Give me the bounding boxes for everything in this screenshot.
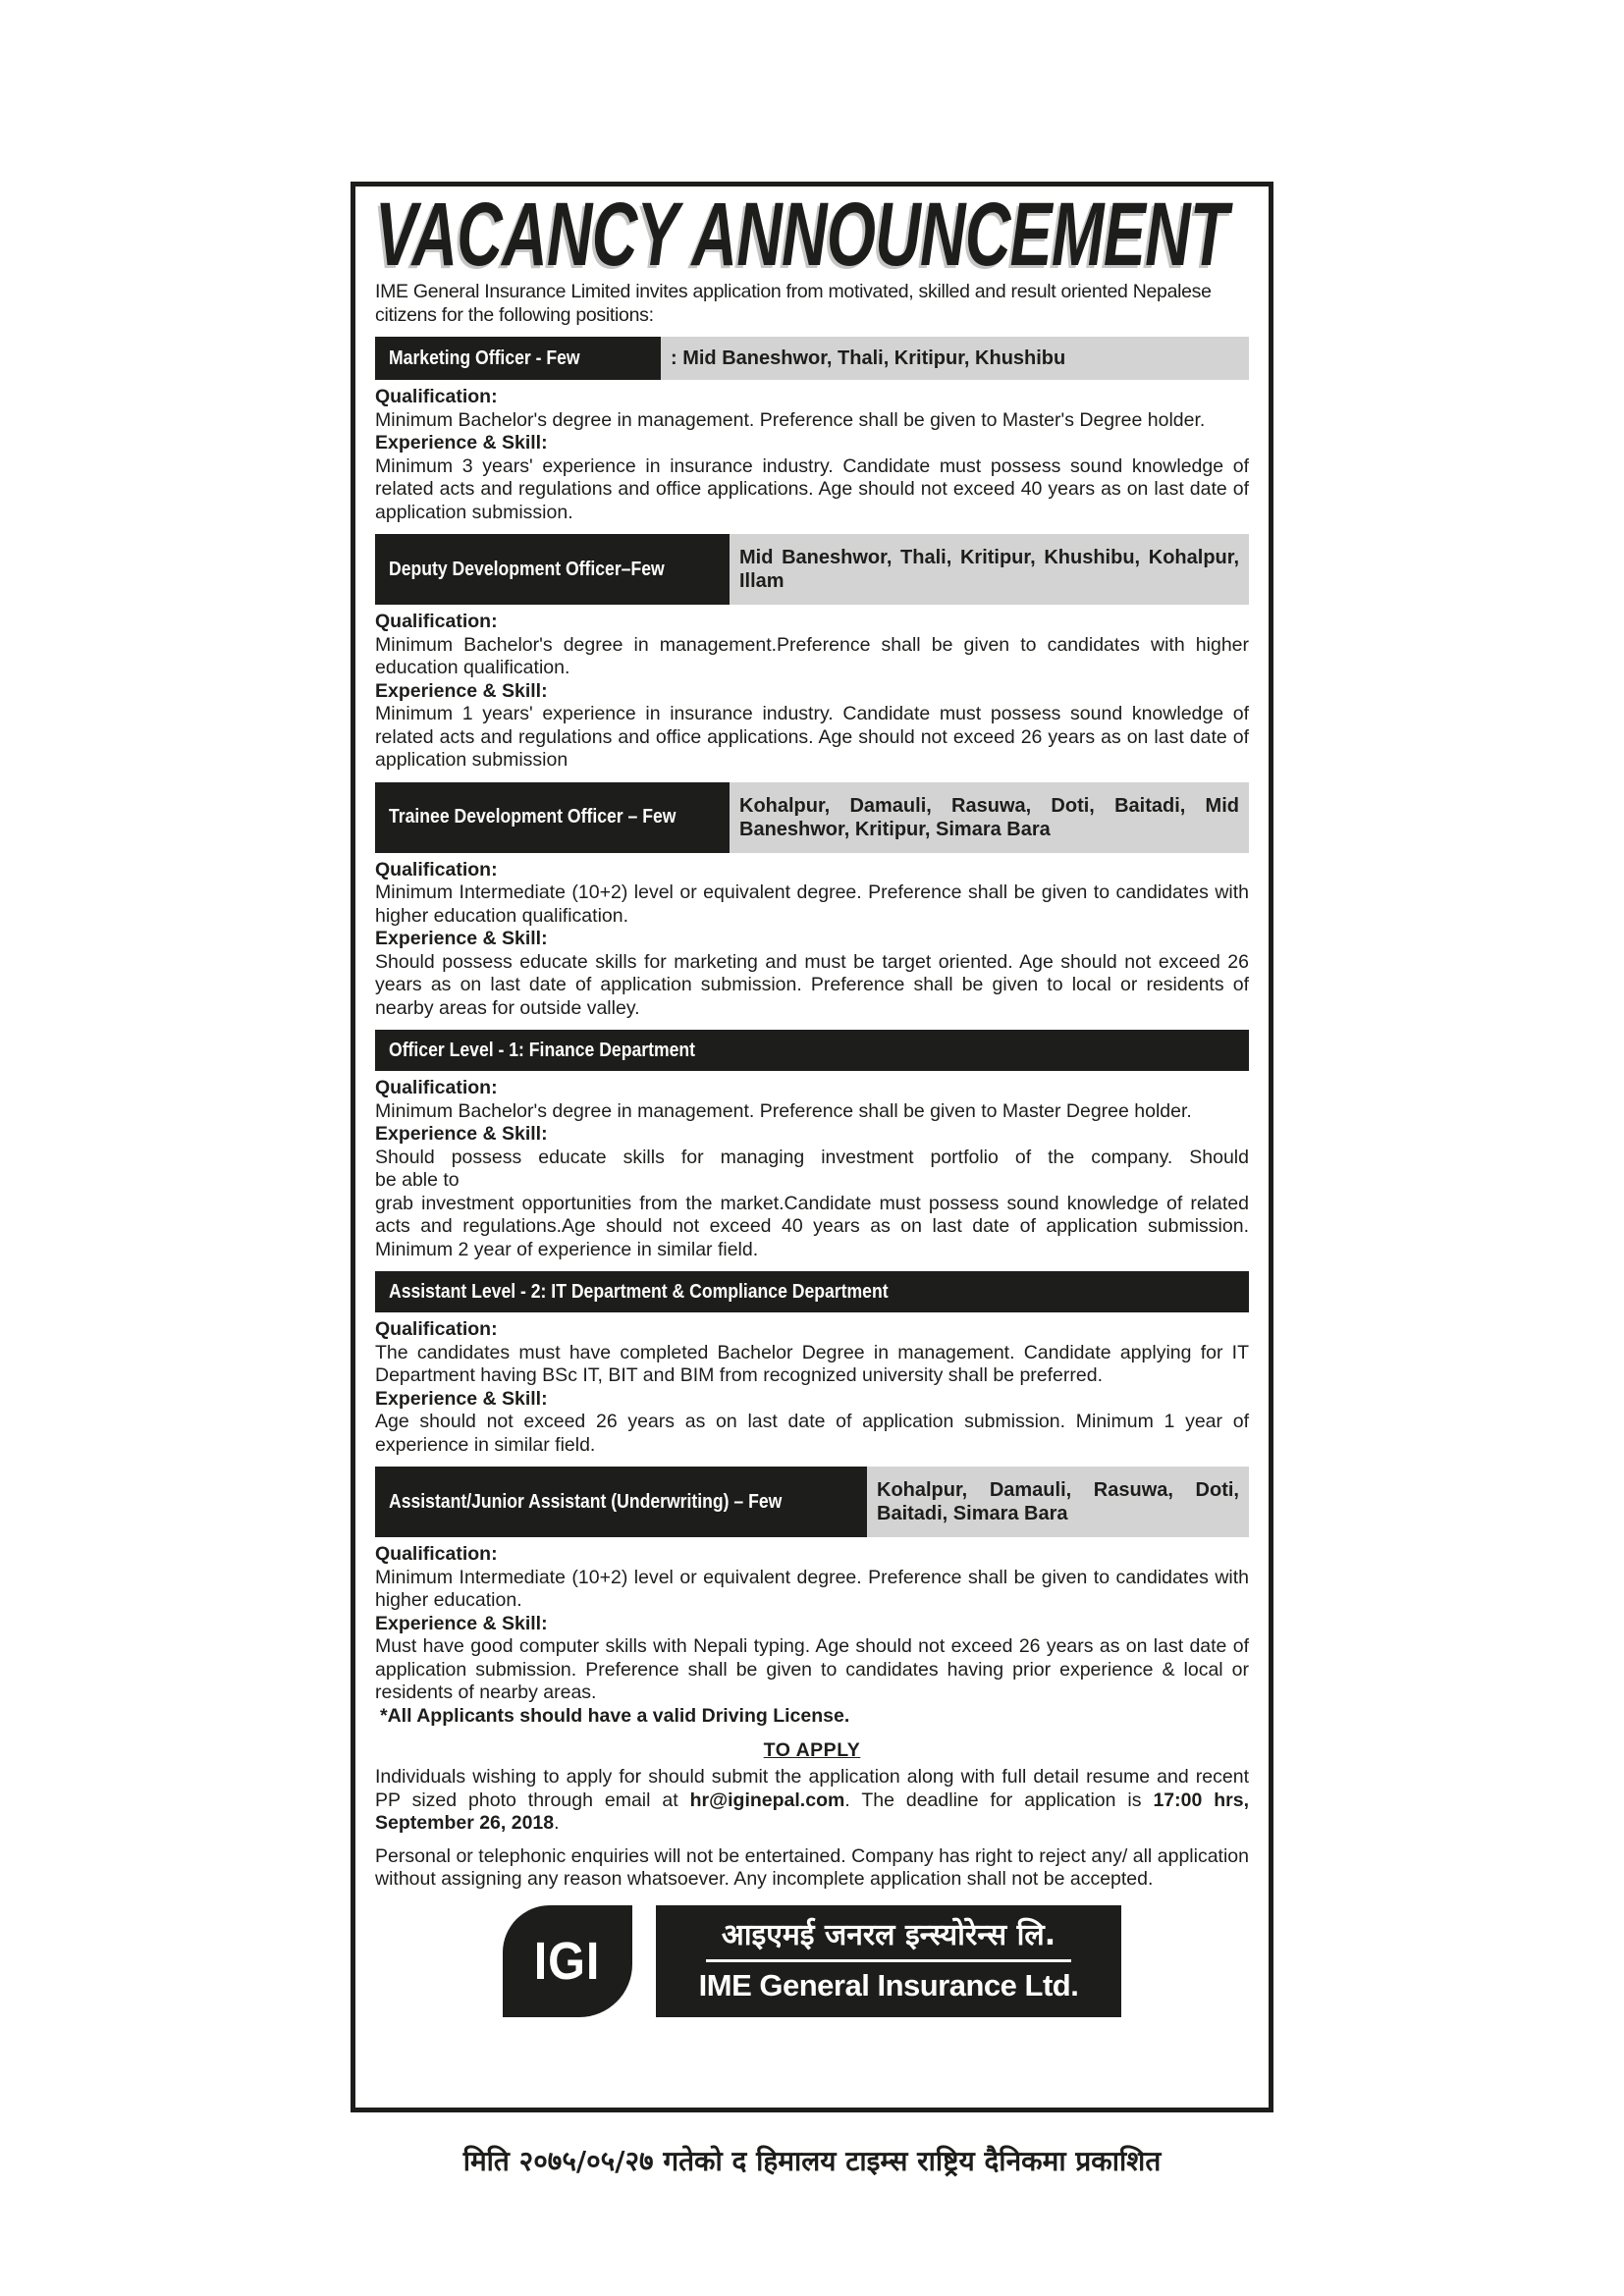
position-label <box>375 534 730 605</box>
apply-paragraph <box>375 1766 1249 1836</box>
qualification-text: Minimum Bachelor's degree in management. Preference shall be given to Master Degree holder. <box>375 1099 1192 1122</box>
qualification-heading: Qualification: <box>375 858 498 881</box>
qualification-text: Minimum Bachelor's degree in management. Preference shall be given to Master's Degree holder. <box>375 408 1206 431</box>
qualification-text: Minimum Intermediate (10+2) level or equivalent degree. Preference shall be given to candidates with higher education qualification. <box>375 881 1249 927</box>
experience-heading: Experience & Skill: <box>375 679 548 702</box>
position-locations-text: Mid Baneshwor, Thali, Kritipur, Khushibu, Kohalpur, Illam <box>739 547 1239 592</box>
company-logo-row <box>375 1905 1249 2017</box>
company-name-english: IME General Insurance Ltd. <box>698 1968 1079 2002</box>
driving-license-note: *All Applicants should have a valid Driving License. <box>380 1704 850 1727</box>
qualification-heading: Qualification: <box>375 1077 498 1098</box>
position-locations <box>730 782 1249 853</box>
position-label-text: Marketing Officer - Few <box>389 347 580 369</box>
apply-deadline-text: 17:00 hrs, September 26, 2018 <box>375 1789 1250 1834</box>
position-header-assistant-junior-assistant <box>375 1467 1249 1537</box>
experience-heading: Experience & Skill: <box>375 432 548 454</box>
position-label-text: Trainee Development Officer – Few <box>389 806 677 828</box>
apply-text-between: . The deadline for application is <box>844 1789 1154 1811</box>
qualification-heading: Qualification: <box>375 1318 498 1340</box>
ad-box <box>351 182 1273 2112</box>
qualification-heading: Qualification: <box>375 386 498 407</box>
igi-monogram: IGI <box>534 1931 601 1991</box>
apply-text-after: . <box>554 1812 560 1834</box>
section-bar-assistant-level-2 <box>375 1271 1249 1312</box>
position-label <box>375 1467 867 1537</box>
position-locations <box>867 1467 1249 1537</box>
experience-heading: Experience & Skill: <box>375 928 548 949</box>
experience-text: Minimum 1 years' experience in insurance industry. Candidate must possess sound knowledge of related acts and regulations and office applications. Age should not exceed 26 years as on last date of application submission <box>375 703 1249 771</box>
publication-caption: मिति २०७५/०५/२७ गतेको द हिमालय टाइम्स राष्ट्रिय दैनिकमा प्रकाशित <box>462 2145 1162 2177</box>
to-apply-heading: TO APPLY <box>763 1739 861 1761</box>
position-label <box>375 782 730 853</box>
experience-heading: Experience & Skill: <box>375 1387 548 1410</box>
position-locations-text: Kohalpur, Damauli, Rasuwa, Doti, Baitadi, Simara Bara <box>877 1479 1239 1524</box>
position-locations-text: Kohalpur, Damauli, Rasuwa, Doti, Baitadi, Mid Baneshwor, Kritipur, Simara Bara <box>739 794 1239 840</box>
experience-text: grab investment opportunities from the market.Candidate must possess sound knowledge of related acts and regulations.Age should not exceed 40 years as on last date of application submission. Minimum 2 year of experience in similar field. <box>375 1192 1249 1260</box>
qualification-heading: Qualification: <box>375 611 498 632</box>
position-header-trainee-development-officer <box>375 782 1249 853</box>
experience-text: Must have good computer skills with Nepali typing. Age should not exceed 26 years as on last date of application submission. Preference shall be given to candidates having prior experience & local or residents of nearby areas. <box>375 1635 1249 1703</box>
experience-heading: Experience & Skill: <box>375 1612 548 1634</box>
company-name-nepali: आइएमई जनरल इन्स्योरेन्स लि. <box>706 1916 1071 1962</box>
experience-text: Age should not exceed 26 years as on last date of application submission. Minimum 1 year of experience in similar field. <box>375 1411 1249 1456</box>
experience-text: Should possess educate skills for marketing and must be target oriented. Age should not exceed 26 years as on last date of application submission. Preference shall be given to local or residents of nearby areas for outside valley. <box>375 950 1249 1019</box>
igi-logo <box>503 1905 632 2017</box>
section-bar-text: Officer Level - 1: Finance Department <box>389 1039 696 1061</box>
position-locations <box>661 337 1249 380</box>
apply-text-before-email: Individuals wishing to apply for should submit the application along with full detail resume and recent PP sized photo through email at <box>375 1766 1249 1811</box>
experience-text-line-1: Should possess educate skills for managing investment portfolio of the company. Should <box>375 1146 1249 1168</box>
experience-text-line-2: be able to <box>375 1169 460 1191</box>
section-bar-officer-level-1 <box>375 1030 1249 1071</box>
position-label-text: Assistant/Junior Assistant (Underwriting) – Few <box>389 1490 783 1513</box>
qualification-text: Minimum Bachelor's degree in management.Preference shall be given to candidates with higher education qualification. <box>375 633 1249 678</box>
section-bar-text: Assistant Level - 2: IT Department & Compliance Department <box>389 1280 889 1303</box>
disclaimer-paragraph: Personal or telephonic enquiries will not be entertained. Company has right to reject any/ all application without assigning any reason whatsoever. Any incomplete application shall not be accepted. <box>375 1844 1249 1890</box>
experience-heading: Experience & Skill: <box>375 1123 548 1145</box>
position-locations-text: : Mid Baneshwor, Thali, Kritipur, Khushibu <box>671 347 1066 369</box>
position-header-deputy-development-officer <box>375 534 1249 605</box>
qualification-text: Minimum Intermediate (10+2) level or equivalent degree. Preference shall be given to candidates with higher education. <box>375 1566 1249 1611</box>
to-apply-heading-row <box>375 1739 1249 1762</box>
qualification-heading: Qualification: <box>375 1543 498 1565</box>
position-header-marketing-officer <box>375 337 1249 380</box>
company-name-box <box>656 1905 1121 2017</box>
apply-email-text: hr@iginepal.com <box>689 1789 845 1811</box>
vacancy-title: VACANCY ANNOUNCEMENT <box>375 185 1228 285</box>
position-label-text: Deputy Development Officer–Few <box>389 558 665 580</box>
position-locations <box>730 534 1249 605</box>
qualification-text: The candidates must have completed Bachelor Degree in management. Candidate applying for IT Department having BSc IT, BIT and BIM from recognized university shall be preferred. <box>375 1341 1249 1386</box>
experience-text: Minimum 3 years' experience in insurance industry. Candidate must possess sound knowledge of related acts and regulations and office applications. Age should not exceed 40 years as on last date of application submission. <box>375 454 1249 523</box>
position-label <box>375 337 661 380</box>
intro-text: IME General Insurance Limited invites application from motivated, skilled and result oriented Nepalese citizens for the following positions: <box>375 281 1212 326</box>
